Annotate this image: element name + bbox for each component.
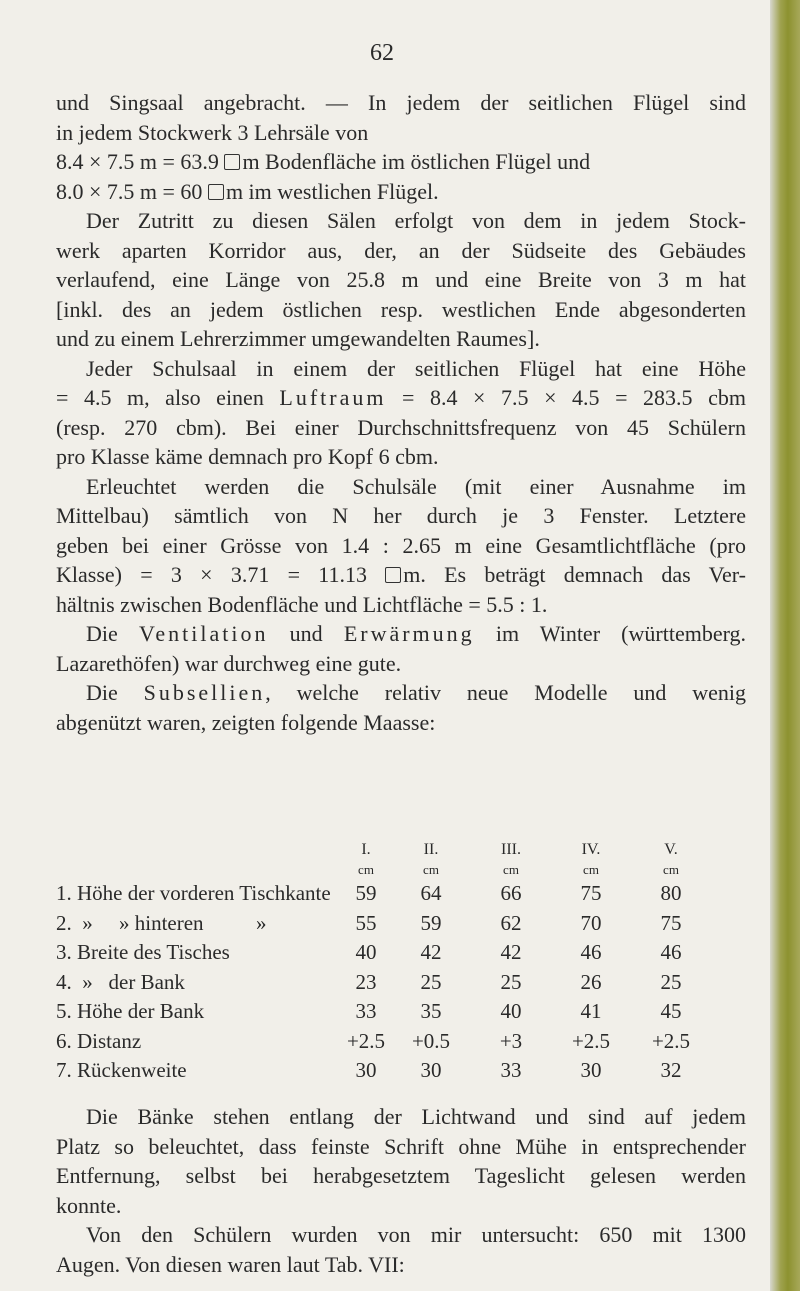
text-run: , welche relativ neue Modelle und wenig	[265, 680, 746, 705]
column-header: IV.	[581, 841, 601, 858]
text-run: Die	[86, 621, 139, 646]
text-run: und	[268, 621, 344, 646]
table-cell: +2.5	[346, 1028, 386, 1053]
table-cell: 30	[355, 1058, 377, 1083]
text-line: pro Klasse käme demnach pro Kopf 6 cbm.	[56, 444, 439, 469]
table-cell: 75	[660, 910, 682, 935]
page-number: 62	[370, 40, 394, 66]
text-run: Klasse) = 3 × 3.71 = 11.13	[56, 562, 386, 587]
table-cell: 33	[500, 1058, 522, 1083]
text-line	[56, 177, 746, 207]
text-line: Der Zutritt zu diesen Sälen erfolgt von dem in jedem Stock-	[86, 208, 746, 233]
row-label: 2. » » hinteren »	[56, 910, 267, 935]
book-spine-edge	[770, 0, 800, 1291]
table-cell: 30	[420, 1058, 442, 1083]
spaced-term: Luftraum	[279, 385, 387, 410]
text-line: hältnis zwischen Bodenfläche und Lichtfläche = 5.5 : 1.	[56, 591, 548, 617]
table-cell: 46	[580, 940, 602, 965]
table-cell: 46	[660, 940, 682, 965]
table-cell: 35	[420, 999, 442, 1024]
table-cell: 59	[420, 910, 442, 935]
column-header: III.	[501, 841, 521, 858]
text-line: Die Bänke stehen entlang der Lichtwand und sind auf jedem	[86, 1104, 746, 1129]
table-cell: 23	[355, 969, 377, 994]
row-label: 7. Rückenweite	[56, 1058, 187, 1083]
row-label: 5. Höhe der Bank	[56, 999, 205, 1024]
table-cell: 25	[500, 969, 522, 994]
text-line: Lazarethöfen) war durchweg eine gute.	[56, 650, 402, 676]
formula-text: 8.4 × 7.5 m = 63.9	[56, 149, 225, 174]
square-unit-icon	[385, 567, 401, 583]
table-row	[56, 938, 711, 968]
table-cell: 40	[500, 999, 522, 1024]
square-unit-icon	[224, 154, 240, 170]
table-row	[56, 997, 711, 1027]
column-header: I.	[361, 841, 371, 858]
row-label: 6. Distanz	[56, 1028, 142, 1053]
text-line: Augen. Von diesen waren laut Tab. VII:	[56, 1251, 405, 1277]
unit-label: cm	[663, 862, 679, 877]
text-line: (resp. 270 cbm). Bei einer Durchschnittsfrequenz von 45 Schülern	[56, 414, 746, 440]
text-line: Platz so beleuchtet, dass feinste Schrift ohne Mühe in entsprechender	[56, 1133, 746, 1159]
text-line	[56, 678, 746, 708]
text-line	[56, 560, 746, 590]
unit-label: cm	[358, 862, 374, 877]
formula-text: m im westlichen Flügel.	[225, 178, 439, 204]
text-line: Erleuchtet werden die Schulsäle (mit einer Ausnahme im	[86, 473, 746, 499]
table-row	[56, 1056, 711, 1086]
text-line: Jeder Schulsaal in einem der seitlichen Flügel hat eine Höhe	[86, 355, 746, 381]
text-line: werk aparten Korridor aus, der, an der Südseite des Gebäudes	[56, 237, 746, 263]
text-line: konnte.	[56, 1192, 122, 1218]
text-line: Von den Schülern wurden von mir untersucht: 650 mit 1300	[86, 1222, 746, 1247]
table-cell: 42	[420, 940, 442, 965]
text-block-bottom	[56, 1102, 746, 1279]
unit-label: cm	[583, 862, 599, 877]
text-run: m. Es beträgt demnach das Ver-	[403, 562, 747, 587]
table-row	[56, 1027, 711, 1057]
text-line	[56, 383, 746, 413]
spaced-term: Ventilation	[138, 621, 269, 646]
text-line: und zu einem Lehrerzimmer umgewandelten Raumes].	[56, 326, 540, 351]
text-line: und Singsaal angebracht. — In jedem der seitlichen Flügel sind	[56, 90, 746, 115]
table-row	[56, 879, 711, 909]
table-cell: 30	[580, 1058, 602, 1083]
unit-label: cm	[503, 862, 519, 877]
measurements-table	[56, 839, 711, 1086]
table-unit-row	[56, 861, 711, 879]
table-cell: 33	[355, 999, 377, 1024]
table-cell: +0.5	[411, 1028, 451, 1053]
table-cell: 32	[660, 1058, 682, 1083]
table-cell: 80	[660, 881, 682, 906]
formula-text: m Bodenfläche im östlichen Flügel und	[242, 149, 591, 174]
text-run: = 4.5 m, also einen	[56, 385, 280, 410]
column-header: V.	[664, 841, 678, 858]
table-cell: 26	[580, 969, 602, 994]
table-cell: 59	[355, 881, 377, 906]
text-line: Mittelbau) sämtlich von N her durch je 3 Fenster. Letztere	[56, 503, 746, 528]
row-label: 3. Breite des Tisches	[56, 940, 230, 965]
table-cell: 40	[355, 940, 377, 965]
table-cell: +2.5	[571, 1028, 611, 1053]
text-line: [inkl. des an jedem östlichen resp. westlichen Ende abgesonderten	[56, 296, 746, 322]
spaced-term: Subsellien	[143, 680, 266, 705]
table-cell: 66	[500, 881, 522, 906]
table-cell: 75	[580, 881, 602, 906]
formula-text: 8.0 × 7.5 m = 60	[56, 178, 208, 204]
text-block-top	[56, 88, 746, 737]
row-label: 4. » der Bank	[56, 969, 185, 994]
text-run: Die	[86, 680, 144, 705]
text-line: geben bei einer Grösse von 1.4 : 2.65 m eine Gesamtlichtfläche (pro	[56, 532, 746, 558]
table-cell: 45	[660, 999, 682, 1024]
text-line: Entfernung, selbst bei herabgesetztem Tageslicht gelesen werden	[56, 1163, 746, 1188]
table-header-row	[56, 839, 711, 861]
table-cell: 25	[420, 969, 442, 994]
text-line	[56, 619, 746, 649]
table-cell: +3	[499, 1028, 523, 1053]
unit-label: cm	[423, 862, 439, 877]
table-row	[56, 909, 711, 939]
text-line	[56, 147, 746, 177]
table-cell: 41	[580, 999, 602, 1024]
square-unit-icon	[208, 184, 224, 200]
text-run: im Winter (württemberg.	[474, 621, 747, 646]
text-run: = 8.4 × 7.5 × 4.5 = 283.5 cbm	[386, 385, 746, 410]
table-cell: 62	[500, 910, 522, 935]
table-cell: 25	[660, 969, 682, 994]
text-line: verlaufend, eine Länge von 25.8 m und eine Breite von 3 m hat	[56, 267, 746, 292]
table-cell: 55	[355, 910, 377, 935]
spaced-term: Erwärmung	[343, 621, 475, 646]
text-line: abgenützt waren, zeigten folgende Maasse:	[56, 709, 436, 735]
column-header: II.	[423, 841, 439, 858]
row-label: 1. Höhe der vorderen Tischkante	[56, 881, 331, 906]
table-row	[56, 968, 711, 998]
table-cell: +2.5	[651, 1028, 691, 1053]
table-cell: 64	[420, 881, 442, 906]
table-cell: 42	[500, 940, 522, 965]
text-line: in jedem Stockwerk 3 Lehrsäle von	[56, 119, 369, 145]
table-cell: 70	[580, 910, 602, 935]
